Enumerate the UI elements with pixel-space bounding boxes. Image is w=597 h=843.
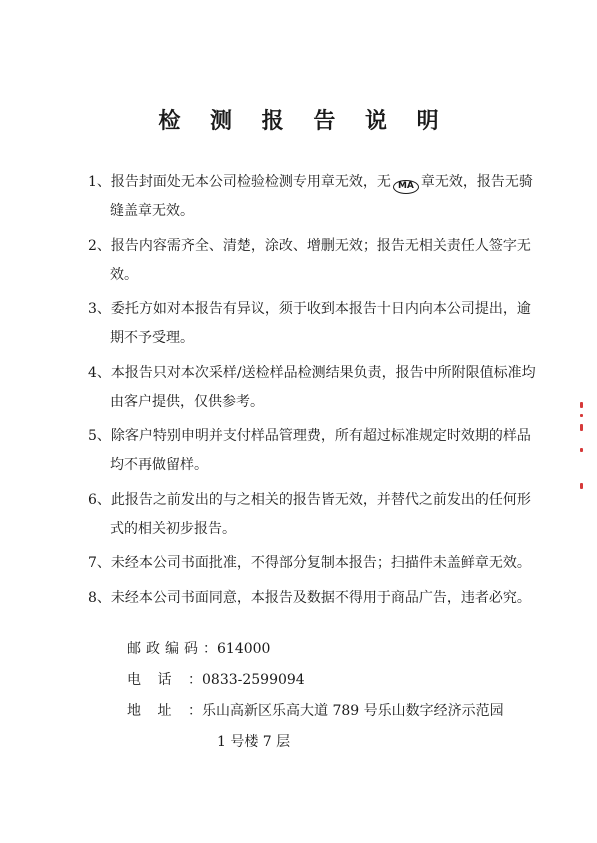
notice-list	[88, 168, 540, 618]
postal-label: 邮政编码：	[127, 641, 222, 657]
seam-stamp-mark-5	[580, 483, 583, 489]
postal-value: 614000	[217, 641, 271, 657]
address-label: 地址：	[127, 703, 202, 719]
notice-item-7: 7、未经本公司书面批准，不得部分复制本报告；扫描件未盖鲜章无效。	[88, 555, 531, 571]
address-value-2: 1 号楼 7 层	[217, 734, 291, 750]
notice-item-6: 6、此报告之前发出的与之相关的报告皆无效，并替代之前发出的任何形式的相关初步报告。	[88, 491, 531, 537]
notice-item-2: 2、报告内容需齐全、清楚，涂改、增删无效；报告无相关责任人签字无效。	[88, 237, 531, 283]
phone-label: 电话：	[127, 672, 202, 688]
notice-item-1-text-before: 1、报告封面处无本公司检验检测专用章无效，无	[88, 174, 391, 190]
seam-stamp-mark-2	[580, 414, 583, 417]
phone-value: 0833-2599094	[202, 672, 305, 688]
cma-mark-icon: MA	[393, 180, 419, 194]
contact-info	[127, 637, 504, 761]
seam-stamp-mark-3	[580, 424, 583, 431]
postal-row	[127, 637, 504, 668]
notice-item-4: 4、本报告只对本次采样/送检样品检测结果负责，报告中所附限值标准均由客户提供，仅供参考。	[88, 364, 536, 410]
notice-item-5: 5、除客户特别申明并支付样品管理费，所有超过标准规定时效期的样品均不再做留样。	[88, 428, 531, 473]
address-row-2	[127, 730, 504, 761]
notice-item-8: 8、未经本公司书面同意，本报告及数据不得用于商品广告，违者必究。	[88, 589, 531, 606]
notice-item-3: 3、委托方如对本报告有异议，须于收到本报告十日内向本公司提出，逾期不予受理。	[88, 301, 531, 346]
seam-stamp-mark-1	[580, 402, 583, 408]
notice-item-1	[88, 168, 540, 226]
phone-row	[127, 668, 504, 699]
address-value: 乐山高新区乐高大道 789 号乐山数字经济示范园	[202, 703, 504, 719]
address-row	[127, 699, 504, 730]
seam-stamp-mark-4	[580, 448, 583, 452]
notice-item-1-text-after: 章无效，报告无骑缝盖章无效。	[110, 174, 533, 219]
page-title: 检 测 报 告 说 明	[158, 108, 450, 134]
